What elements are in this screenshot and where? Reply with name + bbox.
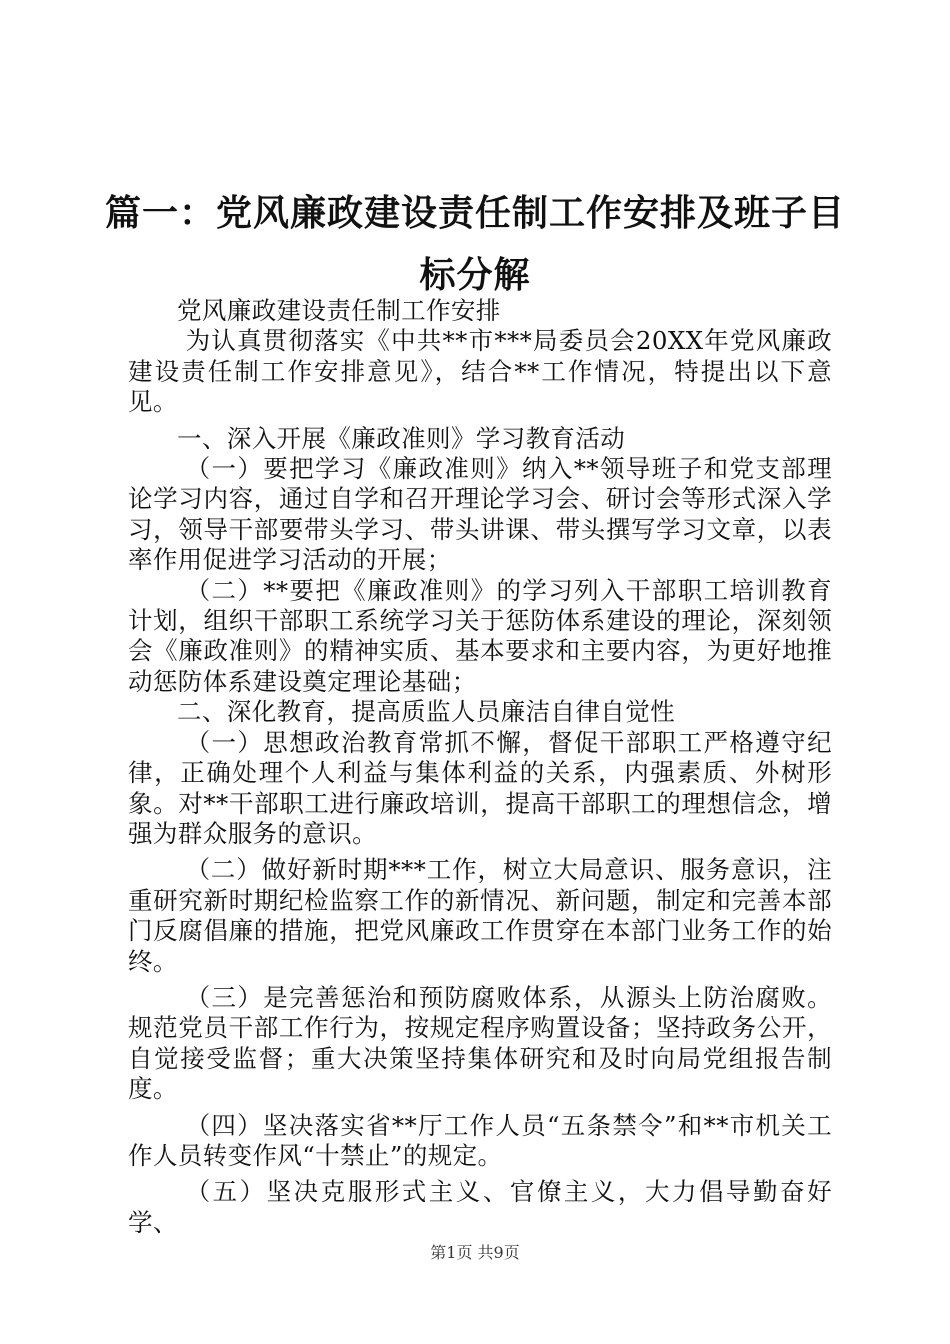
body-paragraph: （二）做好新时期***工作，树立大局意识、服务意识，注重研究新时期纪检监察工作的新情况、新问题，制定和完善本部门反腐倡廉的措施，把党风廉政工作贯穿在本部门业务工作的始终。 (128, 855, 832, 976)
document-body (128, 296, 832, 1238)
body-paragraph: （一）要把学习《廉政准则》纳入**领导班子和党支部理论学习内容，通过自学和召开理论学习会、研讨会等形式深入学习，领导干部要带头学习、带头讲课、带头撰写学习文章，以表率作用促进学习活动的开展； (128, 454, 832, 575)
body-paragraph: （三）是完善惩治和预防腐败体系，从源头上防治腐败。规范党员干部工作行为，按规定程序购置设备；坚持政务公开，自觉接受监督；重大决策坚持集体研究和及时向局党组报告制度。 (128, 982, 832, 1104)
section-heading: 二、深化教育，提高质监人员廉洁自律自觉性 (177, 697, 675, 727)
body-paragraph: （四）坚决落实省**厅工作人员“五条禁令”和**市机关工作人员转变作风“十禁止”的规定。 (128, 1110, 832, 1170)
section-heading: 一、深入开展《廉政准则》学习教育活动 (177, 423, 626, 453)
section-heading: 党风廉政建设责任制工作安排 (177, 296, 501, 325)
page-number-footer: 第1页 共9页 (430, 1243, 520, 1262)
body-paragraph: 为认真贯彻落实《中共**市***局委员会20XX年党风廉政建设责任制工作安排意见》，结合**工作情况，特提出以下意见。 (128, 326, 832, 417)
body-paragraph: （五）坚决克服形式主义、官僚主义，大力倡导勤奋好学、 (128, 1177, 832, 1237)
body-paragraph: （一）思想政治教育常抓不懈，督促干部职工严格遵守纪律，正确处理个人利益与集体利益的关系，内强素质、外树形象。对**干部职工进行廉政培训，提高干部职工的理想信念，增强为群众服务的意识。 (128, 727, 832, 848)
document-title: 篇一：党风廉政建设责任制工作安排及班子目标分解 (104, 192, 845, 296)
body-paragraph: （二）**要把《廉政准则》的学习列入干部职工培训教育计划，组织干部职工系统学习关于惩防体系建设的理论，深刻领会《廉政准则》的精神实质、基本要求和主要内容，为更好地推动惩防体系建设奠定理论基础； (128, 575, 832, 696)
